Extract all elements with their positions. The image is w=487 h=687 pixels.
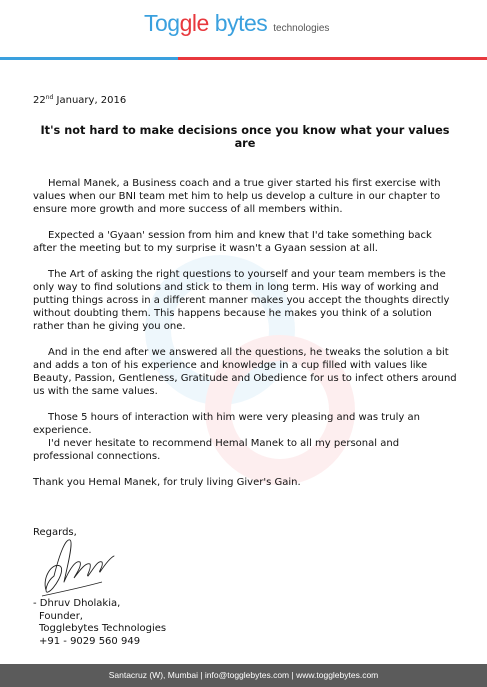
togglebytes-logo (144, 10, 329, 37)
logo-text-tog: Tog (144, 10, 180, 36)
signer-title: Founder, (39, 610, 83, 622)
paragraph-1: Hemal Manek, a Business coach and a true giver started his first exercise with values when our BNI team met him to help us develop a culture in our chapter to ensure more growth and more success of all members within. (33, 178, 441, 215)
paragraph-6: I'd never hesitate to recommend Hemal Manek to all my personal and professional connections. (33, 438, 400, 462)
paragraph-2: Expected a 'Gyaan' session from him and knew that I'd take something back after the meeting but to my surprise it wasn't a Gyaan session at all. (33, 230, 432, 254)
signer-name: - Dhruv Dholakia, (33, 598, 121, 609)
logo-tagline: technologies (273, 23, 330, 34)
logo-text-gle: gle (179, 10, 209, 36)
header-rule-blue (0, 57, 178, 60)
handwritten-signature (40, 532, 120, 600)
footer-contact-bar: Santacruz (W), Mumbai | info@togglebytes.com | www.togglebytes.com (0, 664, 487, 687)
signer-company: Togglebytes Technologies (39, 623, 167, 634)
paragraph-5: Those 5 hours of interaction with him were very pleasing and was truly an experience. (33, 412, 420, 436)
letter-date: 22nd January, 2016 (33, 94, 127, 106)
signer-block (33, 598, 166, 648)
logo-text-bytes: bytes (214, 10, 268, 36)
paragraph-3: The Art of asking the right questions to yourself and your team members is the only way to find solutions and stick to them in long term. His way of working and putting things across in a different manner makes you accept the thoughts directly without doubting them. This happens because he makes you think of a solution rather than he giving you one. (33, 269, 450, 332)
paragraph-4: And in the end after we answered all the questions, he tweaks the solution a bit and adds a ton of his experience and knowledge in a cup filled with values like Beauty, Passion, Gentleness, Gratitude and Obedience for us to infect others around us with the same values. (33, 347, 457, 397)
header-rule-red (178, 57, 487, 60)
signer-phone: +91 - 9029 560 949 (39, 635, 141, 647)
letter-title: It's not hard to make decisions once you know what your values are (40, 124, 450, 150)
letterhead (0, 0, 487, 60)
letter-body (33, 94, 457, 489)
thank-you-line: Thank you Hemal Manek, for truly living Giver's Gain. (33, 477, 301, 488)
closing-regards: Regards, (33, 527, 77, 538)
